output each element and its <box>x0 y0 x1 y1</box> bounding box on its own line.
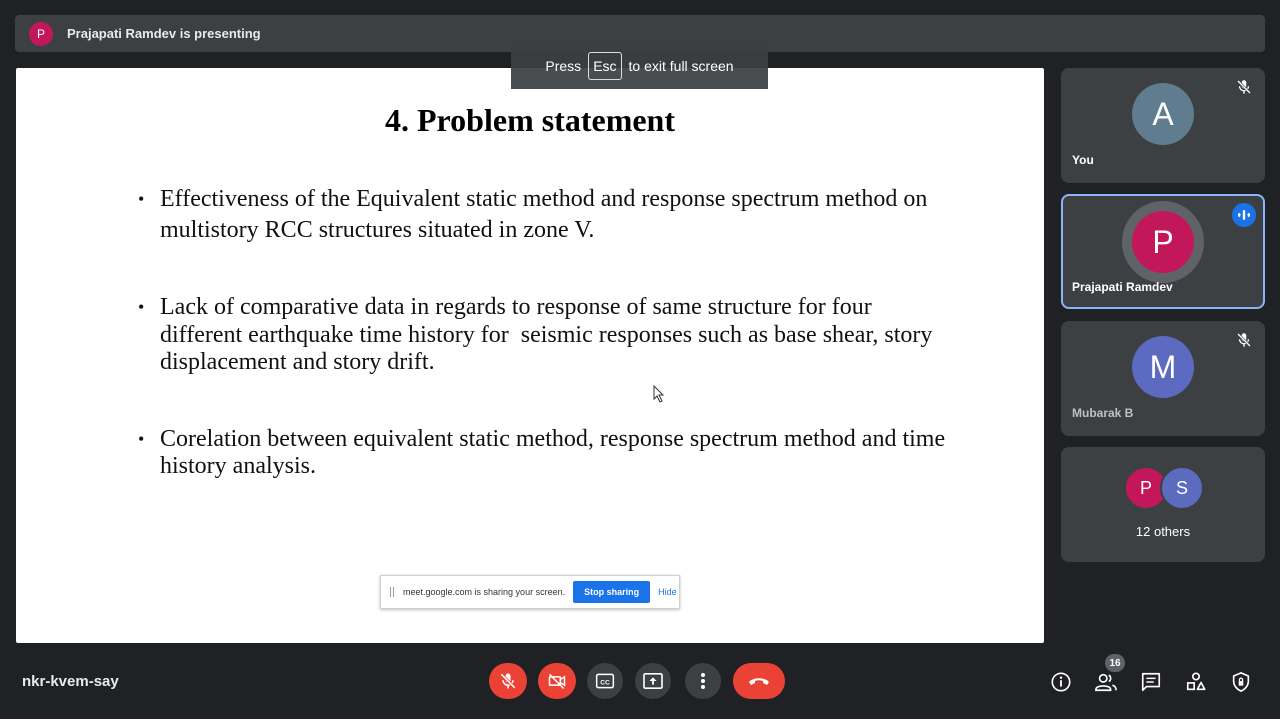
bullet-line: Corelation between equivalent static method, response spectrum method and time <box>160 426 946 452</box>
bullet-line: Effectiveness of the Equivalent static method and response spectrum method on <box>160 186 928 212</box>
captions-button[interactable] <box>587 663 623 699</box>
camera-toggle-button[interactable] <box>538 663 576 699</box>
people-button[interactable] <box>1094 670 1118 694</box>
avatar: M <box>1132 336 1194 398</box>
bullet-dot-icon: • <box>138 189 145 209</box>
present-now-button[interactable] <box>635 663 671 699</box>
participant-name: Mubarak B <box>1072 406 1134 420</box>
hint-suffix: to exit full screen <box>628 57 734 74</box>
bullet-dot-icon: • <box>138 429 145 449</box>
participant-name: Prajapati Ramdev <box>1072 280 1173 294</box>
presenting-label: Prajapati Ramdev is presenting <box>67 26 261 41</box>
bullet-line: displacement and story drift. <box>160 349 435 375</box>
esc-key: Esc <box>588 52 621 80</box>
presenter-avatar: P <box>29 22 53 46</box>
mic-off-icon <box>1235 78 1253 96</box>
speaking-icon <box>1232 203 1256 227</box>
slide-bullet <box>138 426 1008 480</box>
mouse-cursor-icon <box>653 385 665 403</box>
meeting-details-button[interactable] <box>1049 670 1073 694</box>
mic-toggle-button[interactable] <box>489 663 527 699</box>
meeting-code: nkr-kvem-say <box>22 673 119 690</box>
bullet-line: multistory RCC structures situated in zone V. <box>160 217 595 243</box>
share-notice-text: meet.google.com is sharing your screen. <box>403 587 566 597</box>
shared-screen <box>16 68 1044 643</box>
camera-off-icon <box>546 671 568 691</box>
people-icon <box>1094 671 1118 693</box>
avatar: P <box>1124 466 1168 510</box>
captions-icon <box>595 672 615 690</box>
participant-tile-prajapati[interactable] <box>1061 194 1265 309</box>
hide-button[interactable]: Hide <box>658 587 677 597</box>
activities-button[interactable] <box>1184 670 1208 694</box>
participant-tile-mubarak[interactable] <box>1061 321 1265 436</box>
people-count-badge: 16 <box>1105 654 1125 672</box>
mic-off-icon <box>1235 331 1253 349</box>
slide-title: 4. Problem statement <box>385 102 675 138</box>
chat-icon <box>1140 671 1162 693</box>
participant-tile-you[interactable] <box>1061 68 1265 183</box>
participant-name: You <box>1072 153 1094 167</box>
mic-off-icon <box>498 671 518 691</box>
more-options-icon <box>700 672 706 690</box>
end-call-button[interactable] <box>733 663 785 699</box>
avatar: A <box>1132 83 1194 145</box>
info-icon <box>1050 671 1072 693</box>
fullscreen-hint <box>511 42 768 89</box>
screen-share-notice <box>380 575 680 609</box>
slide-bullet <box>138 294 1008 377</box>
stop-sharing-button[interactable]: Stop sharing <box>573 581 650 603</box>
bullet-line: different earthquake time history for seismic responses such as base shear, story <box>160 321 933 348</box>
host-controls-button[interactable] <box>1229 670 1253 694</box>
more-options-button[interactable] <box>685 663 721 699</box>
svg-text:CC: CC <box>600 679 610 687</box>
bullet-line: Lack of comparative data in regards to response of same structure for four <box>160 294 872 320</box>
present-icon <box>642 672 664 690</box>
bullet-line: history analysis. <box>160 453 316 479</box>
others-tile[interactable] <box>1061 447 1265 562</box>
hint-press: Press <box>545 57 582 74</box>
others-label: 12 others <box>1135 524 1191 539</box>
avatar: P <box>1132 211 1194 273</box>
chat-button[interactable] <box>1139 670 1163 694</box>
bullet-dot-icon: • <box>138 297 145 317</box>
slide-bullet <box>138 184 1008 246</box>
host-controls-icon <box>1230 671 1252 693</box>
end-call-icon <box>747 674 771 688</box>
activities-icon <box>1185 671 1207 693</box>
avatar: S <box>1160 466 1204 510</box>
drag-handle-icon[interactable] <box>390 587 394 597</box>
